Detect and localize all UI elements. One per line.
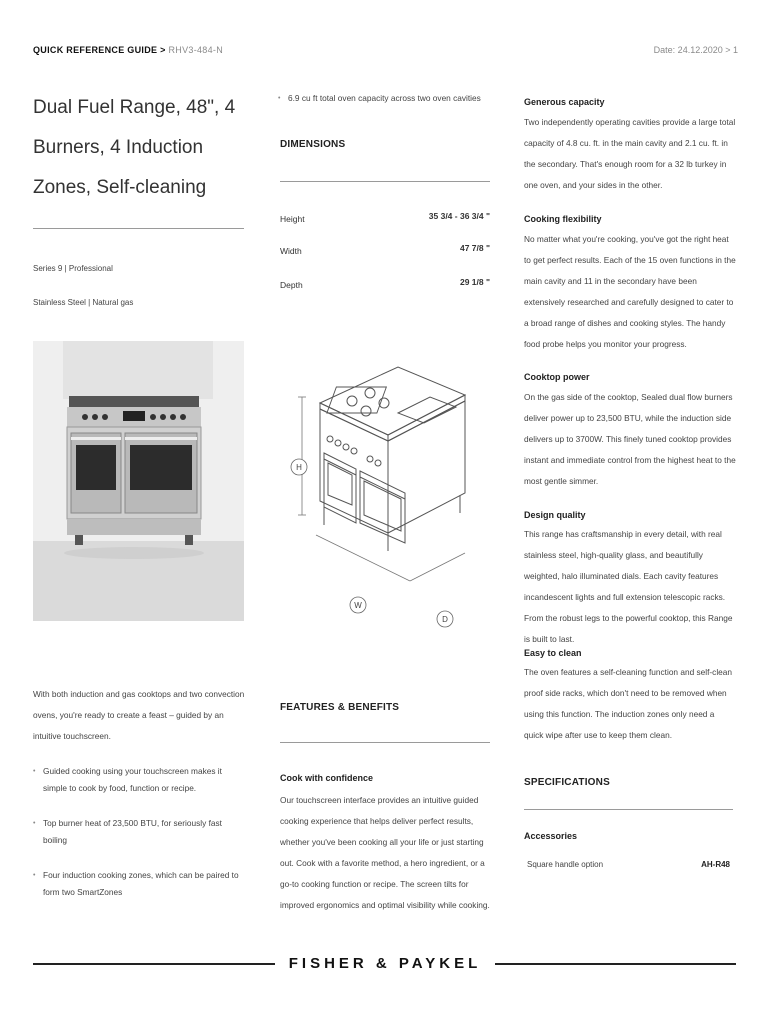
feature-text: Two independently operating cavities provide a large total capacity of 4.8 cu. ft. in the main cavity and 2.1 cu. ft. in the secondary. That's enough room for a 32 lb turkey in one oven, and your sides in the other. bbox=[524, 117, 736, 190]
feature-text: On the gas side of the cooktop, Sealed dual flow burners deliver power up to 23,500 BTU, while the induction side delivers up to 3700W. This finely tuned cooktop provides instant and immediate control from the highest heat to the most gentle simmer. bbox=[524, 392, 736, 486]
capacity-bullet: • 6.9 cu ft total oven capacity across two oven cavities bbox=[278, 90, 493, 107]
diagram-h-label: H bbox=[296, 463, 302, 472]
diagram-d-label: D bbox=[442, 615, 448, 624]
intro-bullet: • Top burner heat of 23,500 BTU, for seriously fast boiling bbox=[33, 815, 248, 849]
features-divider bbox=[280, 742, 490, 743]
spec-row-label: Square handle option bbox=[527, 860, 604, 869]
feature-title: Cook with confidence bbox=[280, 773, 374, 783]
model-code: RHV3-484-N bbox=[168, 45, 224, 55]
features-heading: FEATURES & BENEFITS bbox=[280, 702, 400, 713]
capacity-list bbox=[278, 90, 493, 107]
title-divider bbox=[33, 228, 244, 229]
brand-logo bbox=[0, 955, 770, 972]
feature-title: Cooking flexibility bbox=[524, 214, 602, 224]
finish-line: Stainless Steel | Natural gas bbox=[33, 298, 134, 307]
dim-depth-value: 29 1/8 " bbox=[459, 277, 490, 287]
header-guide bbox=[33, 45, 223, 55]
intro-bullet: • Four induction cooking zones, which can be paired to form two SmartZones bbox=[33, 867, 248, 901]
dimensions-heading: DIMENSIONS bbox=[280, 139, 346, 150]
dim-width-label: Width bbox=[280, 246, 302, 256]
feature-text: The oven features a self-cleaning function and self-clean proof side racks, which don't need to be removed when using this function. The induction zones only need a quick wipe after use to keep them clean. bbox=[524, 667, 733, 740]
dim-height-label: Height bbox=[280, 214, 305, 224]
feature-title: Cooktop power bbox=[524, 372, 590, 382]
product-photo bbox=[33, 341, 244, 621]
specifications-heading: SPECIFICATIONS bbox=[524, 777, 610, 788]
intro-text: With both induction and gas cooktops and two convection ovens, you're ready to create a feast – guided by an intuitive touchscreen. bbox=[33, 689, 245, 741]
intro-bullets bbox=[33, 763, 248, 901]
header-date: Date: 24.12.2020 > 1 bbox=[653, 45, 738, 55]
range-photo-illustration bbox=[33, 341, 244, 621]
feature-text: No matter what you're cooking, you've got the right heat to get perfect results. Each of the 15 oven functions in the main cavity and 11 in the secondary have been extensively researched and carefully designed to cater to a broad range of dishes and cooking styles. The handy food probe helps you monitor your progress. bbox=[524, 234, 736, 349]
feature-title: Design quality bbox=[524, 510, 586, 520]
feature-title: Generous capacity bbox=[524, 97, 605, 107]
brand-wordmark: FISHER & PAYKEL bbox=[275, 955, 496, 972]
spec-row-value: AH-R48 bbox=[701, 860, 730, 869]
accessories-heading: Accessories bbox=[524, 831, 578, 841]
diagram-w-label: W bbox=[354, 601, 362, 610]
dimension-diagram bbox=[280, 355, 495, 640]
feature-title: Easy to clean bbox=[524, 648, 582, 658]
intro-bullet: • Guided cooking using your touchscreen makes it simple to cook by food, function or recipe. bbox=[33, 763, 248, 797]
product-title: Dual Fuel Range, 48", 4 Burners, 4 Induction Zones, Self-cleaning bbox=[33, 97, 236, 198]
dim-height-value: 35 3/4 - 36 3/4 " bbox=[428, 211, 490, 221]
feature-text: Our touchscreen interface provides an intuitive guided cooking experience that helps deliver perfect results, whether you've been cooking all your life or just starting out. Cook with a favorite method, a hero ingredient, or a go-to cooking function or recipe. The screen tilts for improved ergonomics and optimal visibility while cooking. bbox=[280, 795, 490, 910]
dim-depth-label: Depth bbox=[280, 280, 303, 290]
dimensions-divider bbox=[280, 181, 490, 182]
guide-label: QUICK REFERENCE GUIDE > bbox=[33, 45, 166, 55]
dim-width-value: 47 7/8 " bbox=[459, 243, 490, 253]
specifications-divider bbox=[524, 809, 733, 810]
series-line: Series 9 | Professional bbox=[33, 264, 113, 273]
feature-text: This range has craftsmanship in every detail, with real stainless steel, high-quality glass, and beautifully weighted, halo illuminated dials. Each cavity features incandescent lights and full extension telescopic racks. From the robust legs to the powerful cooktop, this Range is built to last. bbox=[524, 529, 733, 644]
